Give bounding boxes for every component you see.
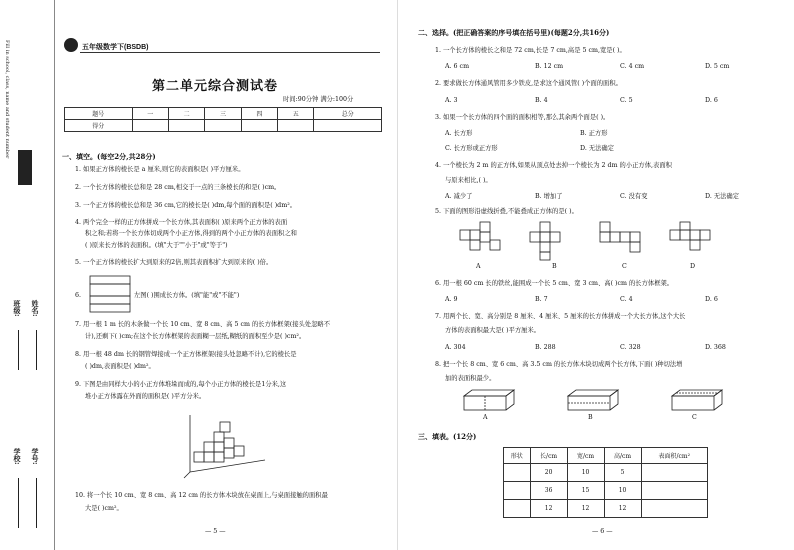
binding-strip <box>0 0 55 550</box>
fill-cell: 36 <box>530 482 567 500</box>
option[interactable]: C. 328 <box>620 344 641 351</box>
side-stamp <box>18 150 32 185</box>
score-header: 五 <box>278 108 314 120</box>
option[interactable]: D. 368 <box>705 344 726 351</box>
score-cell[interactable] <box>132 120 168 132</box>
question: 5. 下面的图形沿虚线折叠,不能叠成正方体的是( )。 <box>435 208 578 215</box>
option[interactable]: B. 增加了 <box>535 193 563 200</box>
question: 5. 一个正方体的棱长扩大到原来的2倍,则其表面积扩大到原来的( )倍。 <box>75 259 273 266</box>
question-cont: 大是( )cm²。 <box>85 505 123 512</box>
question-cont: 堆小正方体露在外面的面积是( )平方分米。 <box>85 393 206 400</box>
question: 1. 如果正方体的棱长是 a 厘米,则它的表面积是( )平方厘米。 <box>75 166 245 173</box>
cube-stack-figure <box>180 410 270 480</box>
question: 6. 用一根 60 cm 长的铁丝,能围成一个长 5 cm、宽 3 cm、高( )cm 的长方体框架。 <box>435 280 674 287</box>
question: 8. 把一个长 8 cm、宽 6 cm、高 3.5 cm 的长方体木块切成两个长方体,下面( )种切法增 <box>435 361 683 368</box>
option[interactable]: C. 没有变 <box>620 193 648 200</box>
option[interactable]: D. 6 <box>705 296 718 303</box>
question-6-text: 左图( )围成长方体。(填"能"或"不能") <box>134 292 240 299</box>
question: 10. 将一个长 10 cm、宽 8 cm、高 12 cm 的长方体木块放在桌面上,与桌面接触的面积最 <box>75 492 328 499</box>
question: 7. 用两个长、宽、高分别是 8 厘米、4 厘米、5 厘米的长方体拼成一个大长方体,这个大长 <box>435 313 686 320</box>
question: 9. 下图是由同样大小的小正方体堆垛而成的,每个小正方体的棱长是1分米,这 <box>75 381 287 388</box>
school-line[interactable] <box>18 478 19 528</box>
fill-cell: 12 <box>604 500 641 518</box>
option[interactable]: A. 304 <box>445 344 466 351</box>
question: 8. 用一根 48 dm 长的钢管焊接成一个正方体框架(接头处忽略不计),它的棱长是 <box>75 351 297 358</box>
score-cell[interactable] <box>205 120 241 132</box>
option[interactable]: A. 6 cm <box>445 63 470 70</box>
fill-cell: 20 <box>530 464 567 482</box>
net-label[interactable]: A <box>476 263 481 270</box>
fold-nets-figure <box>458 220 748 262</box>
question-cont: ( )原来长方体的表面积。(填"大于""小于"或"等于") <box>85 242 228 249</box>
header-rule <box>80 52 380 53</box>
cut-label[interactable]: B <box>588 414 593 421</box>
question: 2. 一个长方体的棱长总和是 28 cm,相交于一点的三条棱长的和是( )cm。 <box>75 184 281 191</box>
section-3-heading: 三、填表。(12分) <box>418 432 477 441</box>
question-cont: 计),还剩下( )cm;在这个长方体框架的表面糊一层纸,糊纸的面积至少是( )cm²。 <box>85 333 306 340</box>
exam-meta: 时间:90分钟 满分:100分 <box>283 96 354 103</box>
option[interactable]: B. 4 <box>535 97 548 104</box>
net-figure <box>88 274 134 314</box>
fill-cell[interactable] <box>504 482 531 500</box>
fill-cell[interactable] <box>641 500 707 518</box>
page-number: — 6 — <box>592 528 613 535</box>
score-header: 二 <box>168 108 204 120</box>
option[interactable]: A. 9 <box>445 296 458 303</box>
mascot-icon <box>64 38 78 52</box>
fill-header: 高/cm <box>604 448 641 464</box>
score-cell[interactable] <box>314 120 382 132</box>
school-label: 学校: <box>13 448 22 465</box>
option[interactable]: B. 288 <box>535 344 556 351</box>
option[interactable]: D. 6 <box>705 97 718 104</box>
score-header: 题号 <box>65 108 133 120</box>
question: 1. 一个长方体的棱长之和是 72 cm,长是 7 cm,高是 5 cm,宽是( )。 <box>435 47 626 54</box>
fill-cell: 10 <box>604 482 641 500</box>
question: 4. 一个棱长为 2 m 的正方体,如果从顶点处去掉一个棱长为 2 dm 的小正方体,表面积 <box>435 162 672 169</box>
net-label[interactable]: C <box>622 263 627 270</box>
fill-table <box>503 447 708 518</box>
page-title: 第二单元综合测试卷 <box>152 79 279 94</box>
header-label: 五年级数学下(BSDB) <box>82 44 149 51</box>
section-2-heading: 二、选择。(把正确答案的序号填在括号里)(每题2分,共16分) <box>418 28 610 37</box>
section-1-heading: 一、填空。(每空2分,共28分) <box>62 152 156 161</box>
class-line[interactable] <box>18 330 19 370</box>
id-line[interactable] <box>36 478 37 528</box>
question: 4. 两个完全一样的正方体拼成一个长方体,其表面积( )原来两个正方体的表面 <box>75 219 288 226</box>
score-header: 三 <box>205 108 241 120</box>
net-label[interactable]: D <box>690 263 696 270</box>
fill-cell[interactable] <box>641 464 707 482</box>
name-label: 姓名: <box>31 300 40 317</box>
fill-header: 长/cm <box>530 448 567 464</box>
page-divider <box>397 0 398 550</box>
fill-cell[interactable] <box>504 500 531 518</box>
fill-header: 表面积/cm² <box>641 448 707 464</box>
fill-header: 宽/cm <box>567 448 604 464</box>
question-cont: 加的表面积最少。 <box>445 375 496 382</box>
side-notice: Fill in school, class, name and student number <box>4 40 10 159</box>
fill-cell: 15 <box>567 482 604 500</box>
score-header: 四 <box>241 108 277 120</box>
class-label: 班级: <box>13 300 22 317</box>
option[interactable]: A. 3 <box>445 97 458 104</box>
fill-header: 形状 <box>504 448 531 464</box>
question: 3. 如果一个长方体的四个面的面积相等,那么其余两个面是( )。 <box>435 114 610 121</box>
score-cell[interactable] <box>278 120 314 132</box>
id-label: 学号: <box>31 448 40 465</box>
net-label[interactable]: B <box>552 263 557 270</box>
option[interactable]: D. 5 cm <box>705 63 730 70</box>
score-table <box>64 107 382 132</box>
cut-label[interactable]: A <box>483 414 488 421</box>
option[interactable]: C. 4 <box>620 296 633 303</box>
question-cont: ( )dm,表面积是( )dm²。 <box>85 363 155 370</box>
cut-blocks-figure <box>460 388 730 412</box>
option[interactable]: B. 12 cm <box>535 63 564 70</box>
option[interactable]: B. 正方形 <box>580 130 608 137</box>
fill-cell: 12 <box>530 500 567 518</box>
question-cont: 积之和;若将一个长方体切成两个小正方体,得到的两个小正方体的表面积之和 <box>85 230 297 237</box>
score-cell[interactable] <box>241 120 277 132</box>
option[interactable]: D. 无法确定 <box>705 193 740 200</box>
fill-cell[interactable] <box>641 482 707 500</box>
fill-cell: 5 <box>604 464 641 482</box>
fill-cell: 12 <box>567 500 604 518</box>
option[interactable]: D. 无法确定 <box>580 145 615 152</box>
page-number: — 5 — <box>205 528 226 535</box>
question: 2. 要求做长方体通风管用多少铁皮,是求这个通风管( )个面的面积。 <box>435 80 622 87</box>
fill-cell: 10 <box>567 464 604 482</box>
fill-cell[interactable] <box>504 464 531 482</box>
option[interactable]: C. 5 <box>620 97 633 104</box>
option[interactable]: B. 7 <box>535 296 548 303</box>
score-cell[interactable] <box>168 120 204 132</box>
question-cont: 方体的表面积最大是( )平方厘米。 <box>445 327 541 334</box>
option[interactable]: A. 长方形 <box>445 130 473 137</box>
option[interactable]: C. 长方形或正方形 <box>445 145 498 152</box>
option[interactable]: C. 4 cm <box>620 63 645 70</box>
name-line[interactable] <box>36 330 37 370</box>
score-header: 一 <box>132 108 168 120</box>
question: 7. 用一根 1 m 长的木条做一个长 10 cm、宽 8 cm、高 5 cm 的长方体框架(接头处忽略不 <box>75 321 330 328</box>
cut-label[interactable]: C <box>692 414 697 421</box>
score-header: 总分 <box>314 108 382 120</box>
question: 6. <box>75 292 82 299</box>
option[interactable]: A. 减少了 <box>445 193 473 200</box>
question-cont: 与原来相比,( )。 <box>445 177 492 184</box>
score-row-label: 得分 <box>65 120 133 132</box>
question: 3. 一个正方体的棱长总和是 36 cm,它的棱长是( )dm,每个面的面积是( )dm²。 <box>75 202 297 209</box>
